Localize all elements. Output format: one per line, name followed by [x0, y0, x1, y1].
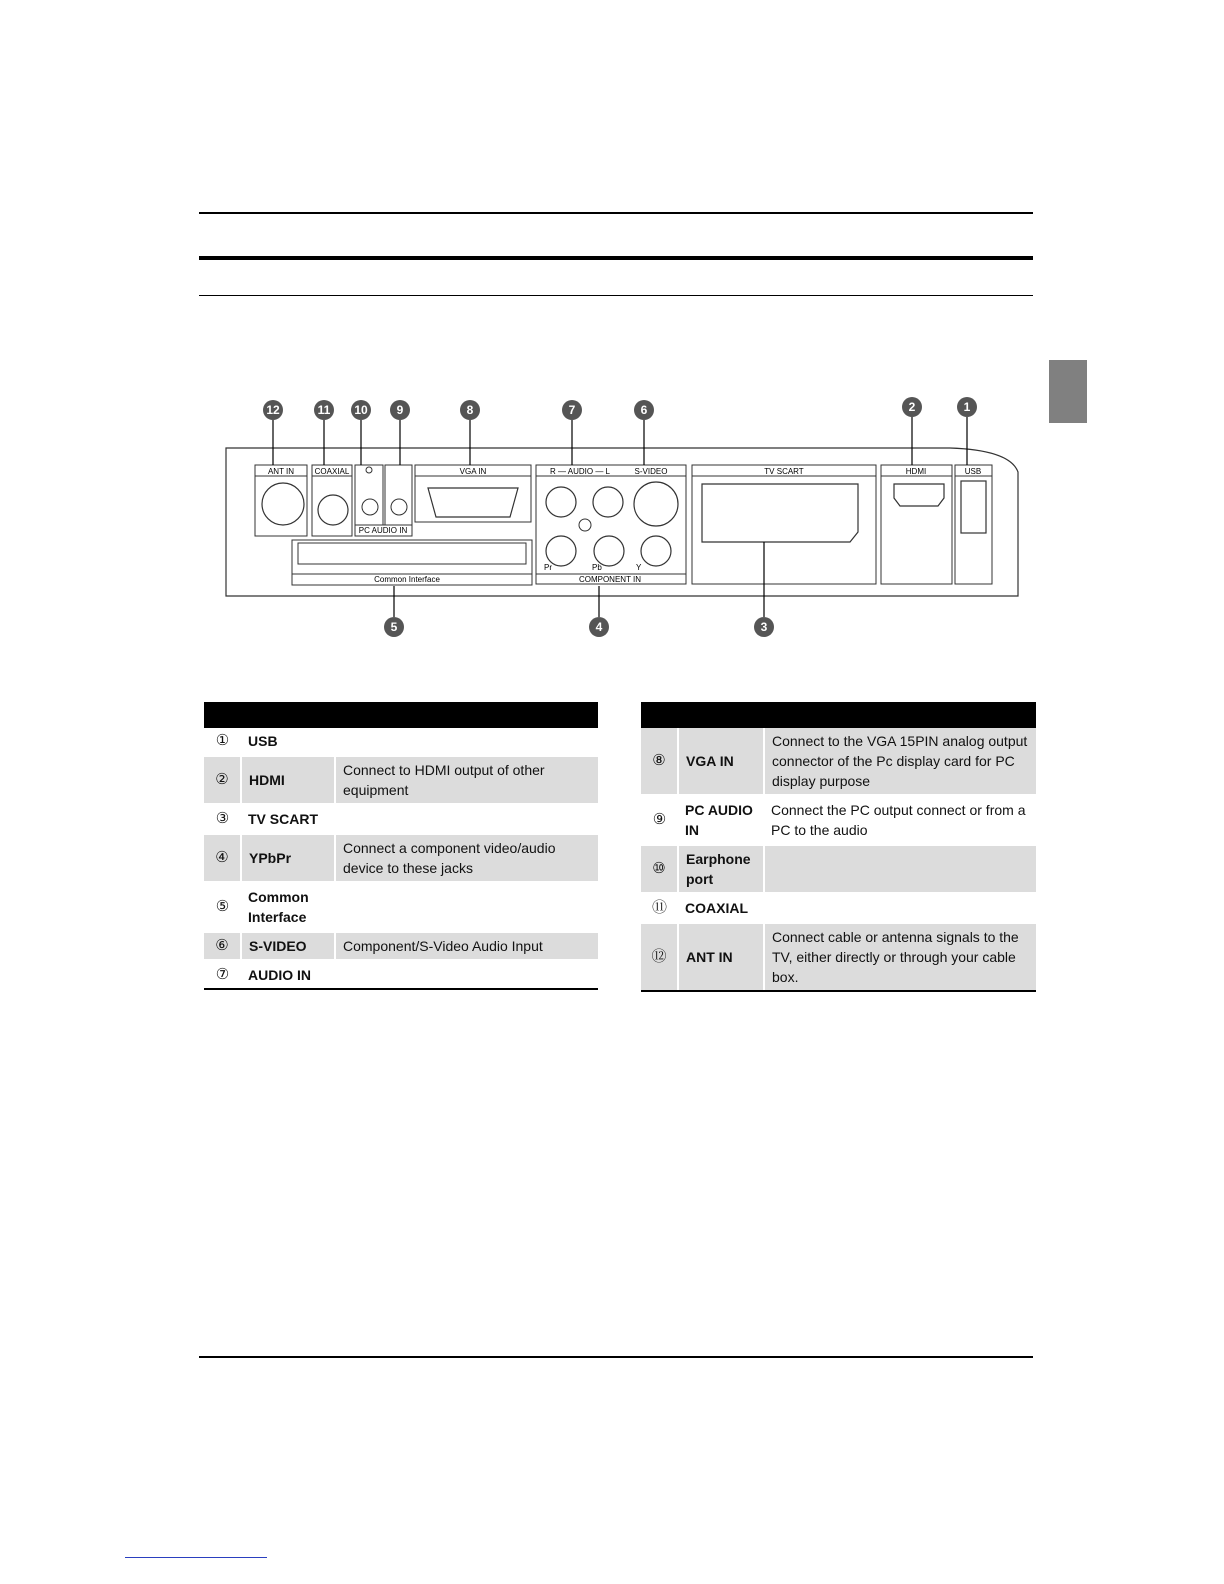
row-number: ①: [204, 728, 241, 756]
row-desc: Connect to HDMI output of other equipment: [335, 756, 598, 805]
row-name: AUDIO IN: [241, 961, 335, 990]
audio-label: R — AUDIO — L: [549, 467, 611, 476]
coaxial-jack: [318, 495, 348, 525]
table-row: [641, 923, 1036, 992]
row-name: ANT IN: [678, 923, 764, 992]
tv-scart-box: [692, 465, 876, 584]
row-name: HDMI: [241, 756, 335, 805]
table-row: [204, 834, 598, 883]
callout-9: [390, 400, 410, 420]
usb-port: [961, 481, 986, 533]
svg-text:10: 10: [354, 403, 368, 417]
callout-6: [634, 400, 654, 420]
pb-jack: [594, 536, 624, 566]
row-name: Earphone port: [678, 845, 764, 894]
hdmi-label: HDMI: [905, 467, 927, 476]
row-name: USB: [241, 728, 335, 756]
audio-l-jack: [593, 487, 623, 517]
earphone-jack: [362, 499, 378, 515]
callout-7: [562, 400, 582, 420]
row-desc: [764, 845, 1036, 894]
footer-rule: [199, 1356, 1033, 1358]
earphone-box: [355, 465, 383, 525]
svg-text:9: 9: [396, 403, 404, 417]
pb-label: Pb: [592, 563, 602, 572]
row-name: PC AUDIO IN: [678, 796, 764, 845]
audio-r-jack: [546, 487, 576, 517]
table-row: [641, 728, 1036, 796]
scart-connector: [702, 484, 858, 542]
callout-8: [460, 400, 480, 420]
svg-text:8: 8: [466, 403, 474, 417]
pr-jack: [546, 536, 576, 566]
hdmi-box: [881, 465, 952, 584]
svg-text:3: 3: [760, 620, 768, 634]
callout-2: [902, 397, 922, 417]
row-number: ⑦: [204, 961, 241, 990]
row-desc: Connect the PC output connect or from a PC to the audio: [764, 796, 1036, 845]
pr-label: Pr: [544, 563, 552, 572]
svg-text:7: 7: [568, 403, 576, 417]
connector-table-left: [204, 702, 598, 990]
vga-connector: [428, 488, 518, 517]
y-label: Y: [636, 563, 642, 572]
row-number: ⑧: [641, 728, 678, 796]
s-video-jack: [634, 482, 678, 526]
tv-scart-label: TV SCART: [764, 467, 804, 476]
table-row: [204, 805, 598, 834]
row-desc: Component/S-Video Audio Input: [335, 932, 598, 961]
table-row: [641, 796, 1036, 845]
row-number: ④: [204, 834, 241, 883]
row-desc: [335, 728, 598, 756]
row-desc: [335, 961, 598, 990]
row-number: ②: [204, 756, 241, 805]
section-side-tab: [1049, 360, 1087, 423]
header-rule-thick: [199, 256, 1033, 260]
row-number: ③: [204, 805, 241, 834]
component-in-label: COMPONENT IN: [578, 575, 642, 584]
row-name: TV SCART: [241, 805, 335, 834]
row-desc: [335, 805, 598, 834]
header-rule-top: [199, 212, 1033, 214]
row-number: ⑥: [204, 932, 241, 961]
callout-12: [263, 400, 283, 420]
s-video-label: S-VIDEO: [634, 467, 668, 476]
hdmi-connector: [894, 484, 944, 506]
header-rule-bottom: [199, 295, 1033, 296]
row-desc: [335, 883, 598, 932]
earphone-icon: [366, 467, 372, 473]
pc-audio-in-label: PC AUDIO IN: [358, 526, 408, 535]
row-number: ⑨: [641, 796, 678, 845]
svg-text:11: 11: [317, 403, 331, 417]
common-interface-label: Common Interface: [374, 575, 440, 584]
table-header-bar: [641, 702, 1036, 728]
callout-11: [314, 400, 334, 420]
svg-text:12: 12: [266, 403, 280, 417]
row-name: YPbPr: [241, 834, 335, 883]
usb-label: USB: [964, 467, 982, 476]
table-row: [641, 894, 1036, 923]
callout-10: [351, 400, 371, 420]
svg-text:6: 6: [640, 403, 648, 417]
connector-table-right: [641, 702, 1036, 992]
row-name: Common Interface: [241, 883, 335, 932]
callout-3: [754, 617, 774, 637]
row-number: ⑫: [641, 923, 678, 992]
table-header-bar: [204, 702, 598, 728]
svg-text:1: 1: [963, 400, 971, 414]
pc-audio-box: [385, 465, 412, 525]
indicator-hole: [579, 519, 591, 531]
y-jack: [641, 536, 671, 566]
row-desc: Connect cable or antenna signals to the TV, either directly or through your cable box.: [764, 923, 1036, 992]
svg-text:4: 4: [595, 620, 603, 634]
callout-1: [957, 397, 977, 417]
row-number: ⑩: [641, 845, 678, 894]
ant-in-jack: [262, 483, 304, 525]
row-desc: [764, 894, 1036, 923]
table-row: [204, 728, 598, 756]
row-name: VGA IN: [678, 728, 764, 796]
table-row: [204, 883, 598, 932]
row-number: ⑪: [641, 894, 678, 923]
table-row: [204, 932, 598, 961]
svg-text:2: 2: [908, 400, 916, 414]
svg-text:5: 5: [390, 620, 398, 634]
rear-panel-diagram: [210, 392, 1040, 642]
rear-panel-svg: [210, 392, 1040, 642]
pc-audio-jack: [391, 499, 407, 515]
row-number: ⑤: [204, 883, 241, 932]
footer-link-underline[interactable]: [125, 1557, 267, 1558]
table-row: [204, 756, 598, 805]
coaxial-label: COAXIAL: [314, 467, 350, 476]
callout-4: [589, 617, 609, 637]
ant-in-label: ANT IN: [267, 467, 295, 476]
callout-5: [384, 617, 404, 637]
row-desc: Connect a component video/audio device to these jacks: [335, 834, 598, 883]
table-row: [641, 845, 1036, 894]
vga-in-label: VGA IN: [459, 467, 487, 476]
table-row: [204, 961, 598, 990]
row-desc: Connect to the VGA 15PIN analog output connector of the Pc display card for PC display purpose: [764, 728, 1036, 796]
row-name: COAXIAL: [678, 894, 764, 923]
row-name: S-VIDEO: [241, 932, 335, 961]
